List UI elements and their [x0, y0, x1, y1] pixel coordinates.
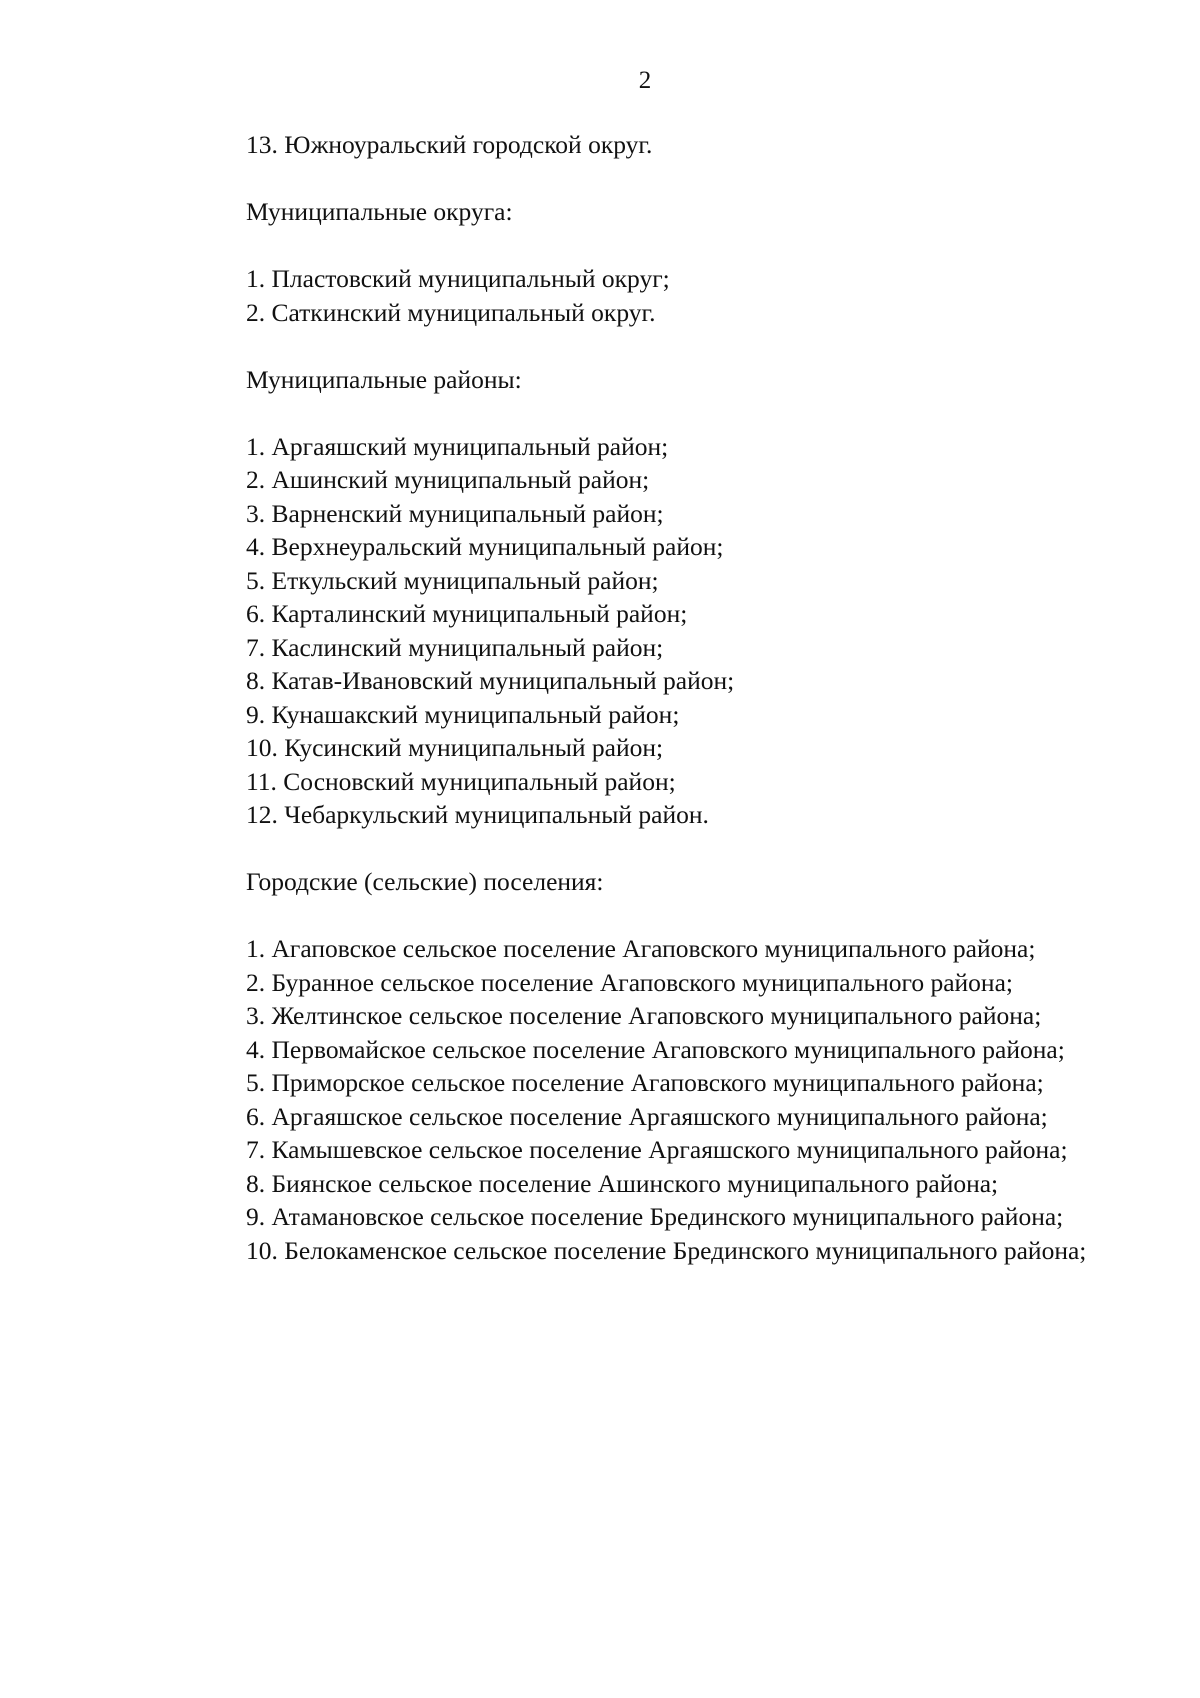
list-item: 9. Атамановское сельское поселение Брединского муниципального района; — [246, 1202, 1064, 1231]
list-item: 9. Кунашакский муниципальный район; — [246, 699, 680, 729]
section-heading-settlements: Городские (сельские) поселения: — [246, 867, 604, 896]
list-item: 7. Камышевское сельское поселение Аргаяшского муниципального района; — [246, 1135, 1068, 1164]
spacer — [172, 162, 1120, 196]
list-item: 2. Ашинский муниципальный район; — [246, 465, 650, 494]
section-heading-municipal-okrugs: Муниципальные округа: — [246, 197, 513, 226]
list-item: 5. Приморское сельское поселение Агаповского муниципального района; — [246, 1068, 1044, 1097]
list-item: 6. Карталинский муниципальный район; — [246, 599, 688, 628]
list-item: 6. Аргаяшское сельское поселение Аргаяшского муниципального района; — [246, 1101, 1048, 1131]
page-number: 2 — [638, 67, 652, 94]
document-body — [172, 128, 1120, 1267]
list-item: 2. Буранное сельское поселение Агаповского муниципального района; — [246, 967, 1013, 997]
list-item: 4. Верхнеуральский муниципальный район; — [246, 532, 724, 561]
list-item: 12. Чебаркульский муниципальный район. — [246, 800, 709, 829]
list-item: 1. Аргаяшский муниципальный район; — [246, 431, 669, 461]
list-item: 2. Саткинский муниципальный округ. — [246, 297, 656, 327]
spacer — [172, 229, 1120, 263]
spacer — [172, 899, 1120, 933]
list-item: 3. Варненский муниципальный район; — [246, 498, 664, 528]
list-item: 7. Каслинский муниципальный район; — [246, 632, 664, 662]
list-item: 8. Биянское сельское поселение Ашинского муниципального района; — [246, 1168, 999, 1198]
spacer — [172, 832, 1120, 866]
list-item: 11. Сосновский муниципальный район; — [246, 766, 676, 796]
spacer — [172, 329, 1120, 363]
list-item: 5. Еткульский муниципальный район; — [246, 565, 659, 595]
list-item: 1. Пластовский муниципальный округ; — [246, 264, 670, 293]
list-item: 8. Катав-Ивановский муниципальный район; — [246, 666, 735, 695]
list-item: 3. Желтинское сельское поселение Агаповского муниципального района; — [246, 1001, 1042, 1030]
list-item: 10. Кусинский муниципальный район; — [246, 733, 664, 762]
list-item: 4. Первомайское сельское поселение Агаповского муниципального района; — [246, 1034, 1065, 1064]
list-item: 1. Агаповское сельское поселение Агаповского муниципального района; — [246, 934, 1036, 963]
list-item-city-district-13: 13. Южноуральский городской округ. — [246, 130, 653, 159]
list-item: 10. Белокаменское сельское поселение Брединского муниципального района; — [246, 1235, 1087, 1265]
spacer — [172, 396, 1120, 430]
section-heading-municipal-districts: Муниципальные районы: — [246, 364, 522, 394]
